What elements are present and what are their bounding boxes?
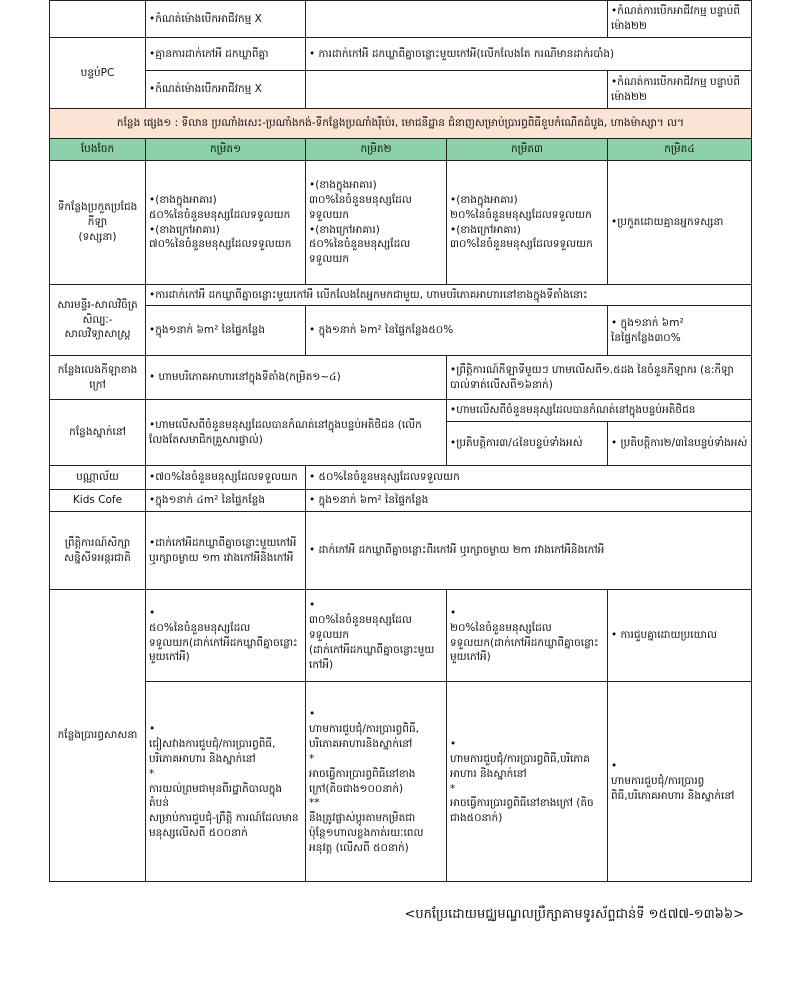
outdoor-level12: • ហាមបរិភោគអាហារនៅក្នុងទីតាំង(កម្រិត១~៤) xyxy=(146,356,447,400)
table-row xyxy=(50,490,752,512)
religion-gathering-level3 xyxy=(447,682,608,882)
pc-hours-level4: •កំណត់ការបើកអាជីវកម្ម បន្ទាប់ពីម៉ោង២២ xyxy=(608,71,752,109)
library-level234: • ៥០%នៃចំនួនមនុស្សដែលទទួលយក xyxy=(306,466,752,490)
academic-level1: •ដាក់កៅអីដកឃ្លាពីគ្នាចន្លោះមួយកៅអី ឬរក្សាចម្ងាយ ១m រវាងកៅអីនិងកៅអី xyxy=(146,512,306,590)
text-block: • ៥០%នៃចំនួនមនុស្សដែលទទួលយក(ដាក់កៅអីដកឃ្លាពីគ្នាចន្លោះមួយកៅអី) xyxy=(149,606,298,664)
table-row xyxy=(50,38,752,71)
table-row xyxy=(50,109,752,139)
academic-level234: • ដាក់កៅអី ដកឃ្លាពីគ្នាចន្លោះពីរកៅអី ឬរក្សាចម្ងាយ ២m រវាងកៅអីនិងកៅអី xyxy=(306,512,752,590)
text-block: • ៣០%នៃចំនួនមនុស្សដែលទទួលយក (ដាក់កៅអីដកឃ្លាពីគ្នាចន្លោះមួយកៅអី) xyxy=(309,599,435,671)
category-cell xyxy=(50,1,146,38)
table-row xyxy=(50,306,752,356)
outdoor-sports-label: កន្លែងលេងកីឡាខាងក្រៅ xyxy=(50,356,146,400)
outdoor-level34: •ព្រឹត្តិការណ៍កីឡាទីមួយៗ ហាមលើសពី១.៥ដង នៃចំនួនកីឡាករ (ឧ:កីឡាបាល់ទាត់លើសពី១៦នាក់) xyxy=(447,356,752,400)
lodging-label: កន្លែងស្នាក់នៅ xyxy=(50,400,146,466)
museum-level4-text: • ក្នុង១នាក់ ៦m² នៃផ្ទៃកន្លែង៣០% xyxy=(611,316,684,344)
stadium-level1 xyxy=(146,161,306,285)
academic-event-label: ព្រឹត្តិការណ៍សិក្សាសន្និសីទអន្តរជាតិ xyxy=(50,512,146,590)
restrictions-table xyxy=(49,0,752,882)
stadium-label-text: ទីកន្លែងប្រកួតប្រជែងកីឡា (ទស្សនា) xyxy=(57,201,138,243)
religion-gathering-level1 xyxy=(146,682,306,882)
religion-capacity-level1 xyxy=(146,590,306,682)
table-row xyxy=(50,512,752,590)
text-line: •(ខាងក្នុងអាគារ) xyxy=(450,193,518,206)
kids-cafe-level1: •ក្នុង១នាក់ ៤m² នៃផ្ទៃកន្លែង xyxy=(146,490,306,512)
text-block: • ហាមការជួបជុំ/ការប្រារព្វពិធី,បរិភោគ អាហារ និងស្នាក់នៅ * អាចធ្វើការប្រារព្វពិធីនៅខាងក្រៅ (តិចជាង៥០នាក់) xyxy=(450,737,594,825)
table-row xyxy=(50,285,752,306)
stadium-level3 xyxy=(447,161,608,285)
pc-hours-level1: •កំណត់ម៉ោងបើកអាជីវកម្ម X xyxy=(146,71,306,109)
religion-gathering-level4 xyxy=(608,682,752,882)
table-row xyxy=(50,161,752,285)
header-level4: កម្រិត៤ xyxy=(608,139,752,161)
table-row xyxy=(50,682,752,882)
pc-seat-level234: • ការដាក់កៅអី ដកឃ្លាពីគ្នាចន្លោះមួយកៅអី(លើកលែងតែ ករណីមានដាក់របាំង) xyxy=(306,38,752,71)
text-block: • ហាមការជួបជុំ/ការប្រារព្វពិធី, បរិភោគអាហារនិងស្នាក់នៅ * អាចធ្វើការប្រារព្វពិធីនៅខាងក្រៅ(តិចជាង១០០នាក់) ** នឹងត្រូវផ្លាស់ប្តូរតាមកម្រិតជាប៉ុន្តែ១ហាលខ្លងកាត់រយៈពេល អនុវត្ត (លើសពី ៥០នាក់) xyxy=(309,707,424,855)
header-level2: កម្រិត២ xyxy=(306,139,447,161)
religion-capacity-level2 xyxy=(306,590,447,682)
table-row xyxy=(50,1,752,38)
text-line: ៥០%នៃចំនួនមនុស្សដែលទទួលយក xyxy=(149,208,291,221)
text-block: • ហាមការជួបជុំ/ការប្រារព្វពិធី,បរិភោគអាហារ និងស្នាក់នៅ xyxy=(611,760,735,802)
text-block: • ២០%នៃចំនួនមនុស្សដែលទទួលយក(ដាក់កៅអីដកឃ្លាពីគ្នាចន្លោះមួយកៅអី) xyxy=(450,606,599,664)
text-line: •(ខាងក្នុងអាគារ) xyxy=(149,193,217,206)
lodging-level34-common: •ហាមលើសពីចំនួនមនុស្សដែលបានកំណត់នៅក្នុងបន្ទប់អតិថិជន xyxy=(447,400,752,422)
religious-venue-label: កន្លែងប្រារព្ធសាសនា xyxy=(50,590,146,882)
level23-cell xyxy=(306,1,608,38)
lodging-level12: •ហាមលើសពីចំនួនមនុស្សដែលបានកំណត់នៅក្នុងបន្ទប់អតិថិជន (លើកលែងតែសមាជិកគ្រួសារផ្ទាល់) xyxy=(146,400,447,466)
translation-credit: <បកប្រែដោយមជ្ឈមណ្ឌលប្រឹក្សាគាមទូរស័ព្ទជាន់ទី ១៥៧៧-១៣៦៦> xyxy=(404,907,744,922)
text-line: ៥០%នៃចំនួនមនុស្សដែលទទួលយក xyxy=(309,238,411,266)
level4-cell: •កំណត់ការបើកអាជីវកម្ម បន្ទាប់ពីម៉ោង២២ xyxy=(608,1,752,38)
religion-capacity-level3 xyxy=(447,590,608,682)
pc-seat-level1: •គ្មានការដាក់កៅអី ដកឃ្លាពីគ្នា xyxy=(146,38,306,71)
library-level1: •៧០%នៃចំនួនមនុស្សដែលទទួលយក xyxy=(146,466,306,490)
header-level3: កម្រិត៣ xyxy=(447,139,608,161)
lodging-level3: •ប្រតិបត្តិការ៣/៤នៃបន្ទប់ទាំងអស់ xyxy=(447,422,608,466)
text-line: ៧០%នៃចំនួនមនុស្សដែលទទួលយក xyxy=(149,238,292,251)
text-line: ៣០%នៃចំនួនមនុស្សដែលទទួលយក xyxy=(450,238,593,251)
religion-gathering-level2 xyxy=(306,682,447,882)
stadium-level2 xyxy=(306,161,447,285)
table-row xyxy=(50,400,752,422)
table-row xyxy=(50,590,752,682)
library-label: បណ្ណាល័យ xyxy=(50,466,146,490)
stadium-label xyxy=(50,161,146,285)
text-block: • ជៀសវាងការជួបជុំ/ការប្រារព្វពិធី, បរិភោគអាហារ និងស្នាក់នៅ * ការយល់ព្រមជាមុនពីរដ្ឋាភិបាលក្នុងតំបន់ សម្រាប់ការជួបជុំ-ព្រឹត្តិ ការណ៍ដែលមានមនុស្សលើសពី ៥០០នាក់ xyxy=(149,722,299,840)
kids-cafe-level234: • ក្នុង១នាក់ ៦m² នៃផ្ទៃកន្លែង xyxy=(306,490,752,512)
text-line: ៣០%នៃចំនួនមនុស្សដែលទទួលយក xyxy=(309,193,412,221)
text-line: •(ខាងក្រៅអាគារ) xyxy=(149,223,220,236)
header-row xyxy=(50,139,752,161)
museum-level4 xyxy=(608,306,752,356)
pc-hours-level23 xyxy=(306,71,608,109)
header-category: បែងចែក xyxy=(50,139,146,161)
other-venues-note: កន្លែង ផ្សេង១ : ទីលាន ប្រណាំងសេះ-ប្រណាំងកង់-ទីកន្លែងប្រណាំងរ៉ឺប៉េរ, មោជនីដ្ឋាន ជំនាញសម្រាប់ប្រារព្ធពិធីខួបកំណើតដំបូង, ហាងម៉ាស្សា។ ល។ xyxy=(50,109,752,139)
lodging-level4: • ប្រតិបត្តិការ២/៣នៃបន្ទប់ទាំងអស់ xyxy=(608,422,752,466)
text-line: •(ខាងក្រៅអាគារ) xyxy=(309,223,380,236)
table-row xyxy=(50,356,752,400)
text-line: •(ខាងក្នុងអាគារ) xyxy=(309,178,377,191)
table-row xyxy=(50,71,752,109)
text-line: ២០%នៃចំនួនមនុស្សដែលទទួលយក xyxy=(450,208,592,221)
kids-cafe-label: Kids Cofe xyxy=(50,490,146,512)
religion-capacity-level4: • ការជួបគ្នាដោយប្រយោល xyxy=(608,590,752,682)
museum-level23: • ក្នុង១នាក់ ៦m² នៃផ្ទៃកន្លែង៥០% xyxy=(306,306,608,356)
museum-common-rule: •ការដាក់កៅអី ដកឃ្លាពីគ្នាចន្លោះមួយកៅអី លើកលែងតែអ្នកមកជាមួយ, ហាមបរិភោគអាហារនៅខាងក្នុងទីតាំងនោះ xyxy=(146,285,752,306)
table-row xyxy=(50,466,752,490)
museum-level1: •ក្នុង១នាក់ ៦m² នៃផ្ទៃកន្លែង xyxy=(146,306,306,356)
level1-cell: •កំណត់ម៉ោងបើកអាជីវកម្ម X xyxy=(146,1,306,38)
pc-room-label: បន្ទប់PC xyxy=(50,38,146,109)
text-line: •(ខាងក្រៅអាគារ) xyxy=(450,223,521,236)
header-level1: កម្រិត១ xyxy=(146,139,306,161)
museum-label: សារមន្ទីរ-សាលវិចិត្រសិល្បៈ-សាលវិទ្យាសាស្ត្រ xyxy=(50,285,146,356)
stadium-level4: •ប្រកួតដោយគ្មានអ្នកទស្សនា xyxy=(608,161,752,285)
